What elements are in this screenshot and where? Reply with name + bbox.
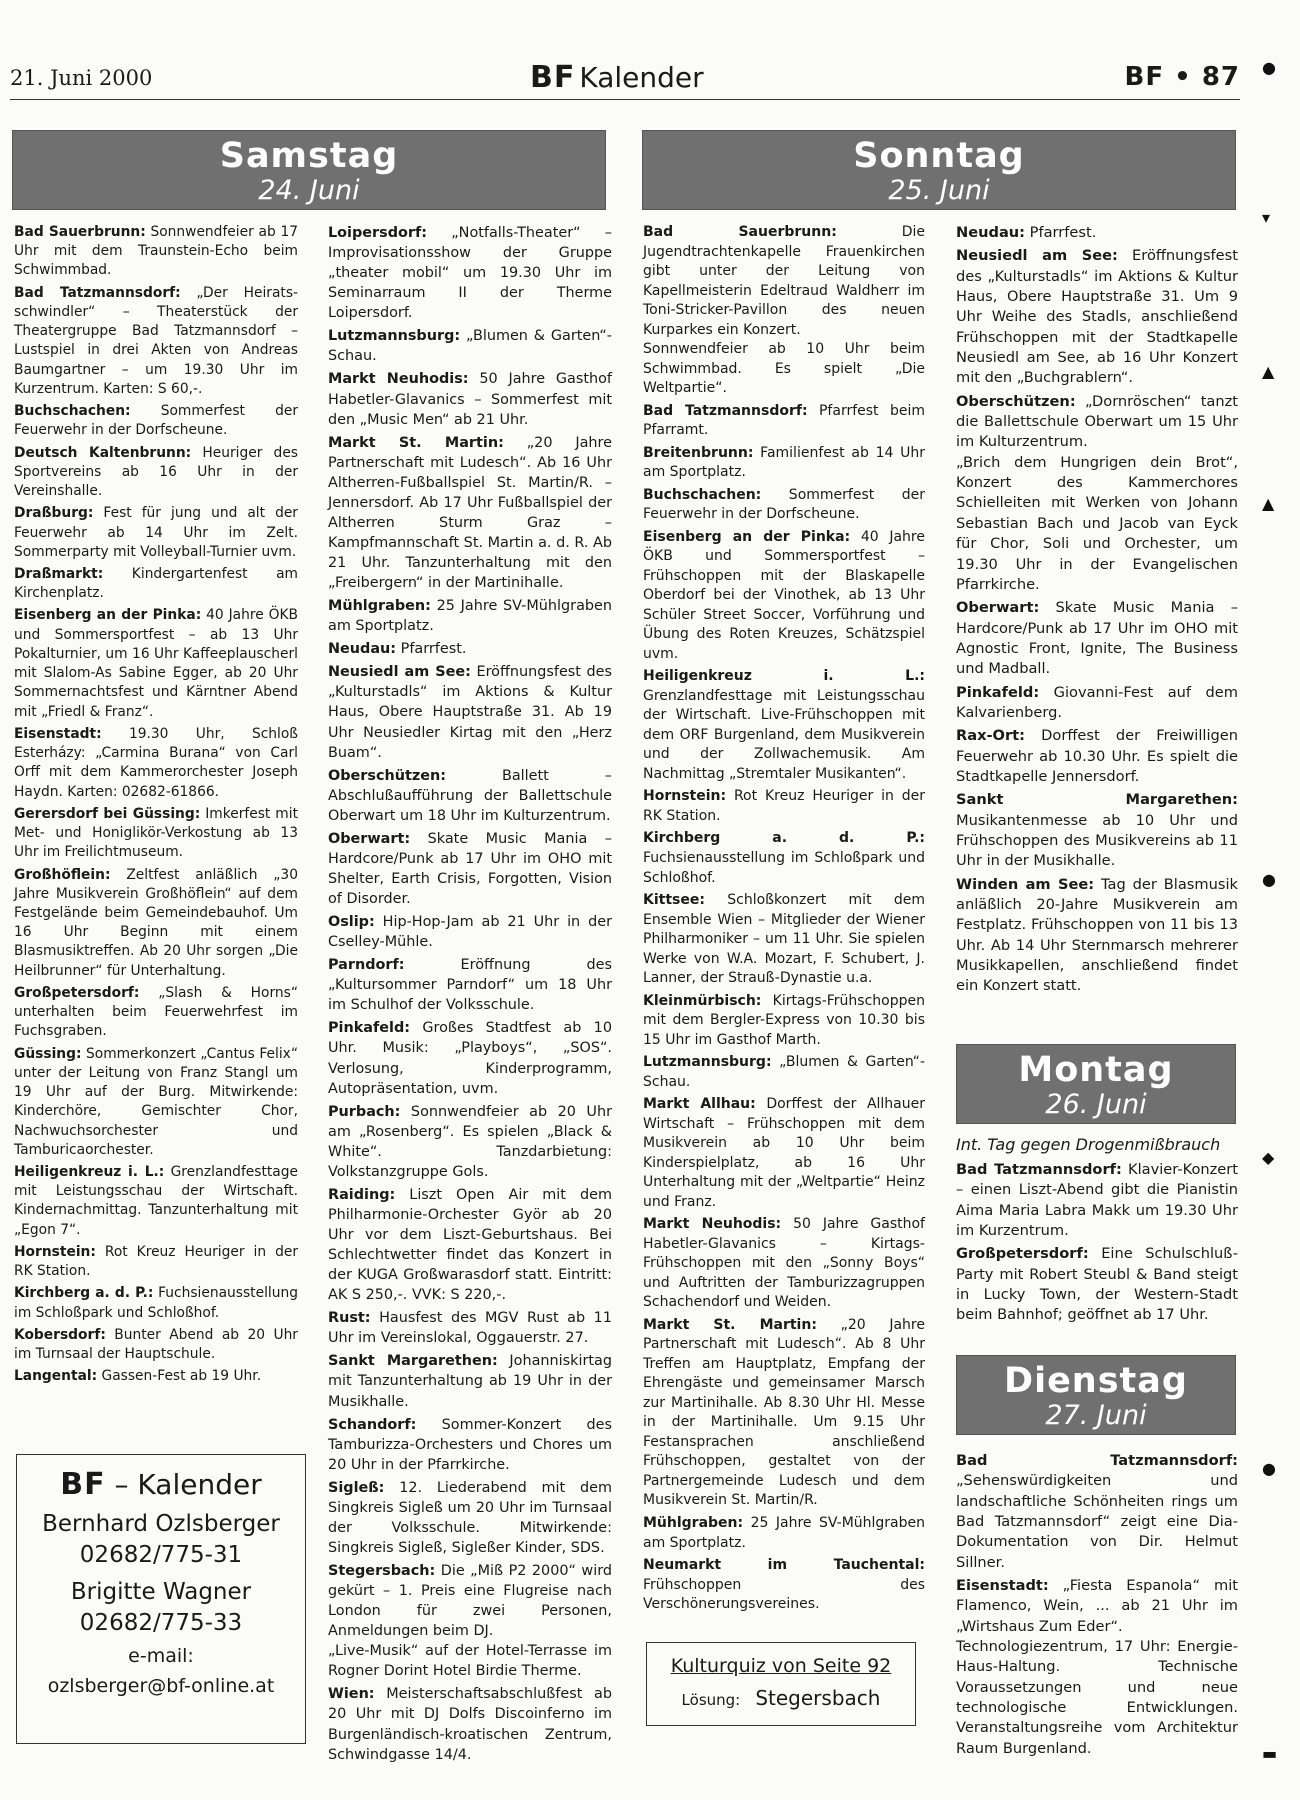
event-text: „Dornröschen“ tanzt die Ballettschule Oberwart um 15 Uhr im Kulturzentrum.: [956, 392, 1238, 451]
event-entry: [328, 1478, 612, 1558]
section-title: BF Kalender: [530, 60, 704, 95]
montag-section: [956, 1134, 1238, 1326]
event-place: Sigleß:: [328, 1479, 385, 1496]
event-place: Pinkafeld:: [328, 1020, 411, 1037]
event-text: Skate Music Mania – Hardcore/Punk ab 17 Uhr im OHO mit Agnostic Front, Ignite, The Business und Madball.: [956, 599, 1238, 678]
event-place: Neusiedl am See:: [328, 664, 471, 681]
event-entry: [328, 662, 612, 762]
event-text: Johanniskirtag mit Tanzunterhaltung ab 19 Uhr in der Musikhalle.: [328, 1353, 612, 1410]
event-place: Kirchberg a. d. P.:: [643, 830, 925, 847]
event-entry: [643, 1053, 925, 1092]
event-entry: [14, 504, 298, 562]
event-entry: [956, 223, 1238, 243]
event-place: Sankt Margarethen:: [328, 1353, 498, 1370]
event-entry: [643, 667, 925, 784]
page-number: BF • 87: [1124, 62, 1240, 92]
event-text: Fuchsienausstellung im Schloßpark und Schloßhof.: [14, 1285, 298, 1321]
event-place: Neusiedl am See:: [956, 247, 1118, 265]
event-text: Sonnwendfeier ab 20 Uhr am „Rosenberg“. Es spielen „Black & White“. Tanzdarbietung: Volkstanzgruppe Gols.: [328, 1103, 612, 1180]
event-place: Buchschachen:: [643, 486, 762, 503]
contact-phone: 02682/775-33: [79, 1610, 243, 1636]
event-text: „Der Heiratsschwindler“ – Theaterstück der Theatergruppe Bad Tatzmannsdorf – Lustspiel in drei Akten von Andreas Baumgartner – um 19.30 Uhr im Kurzentrum. Karten: S 60,-.: [14, 284, 298, 397]
event-text: „Blumen & Garten“-Schau.: [643, 1054, 925, 1090]
event-entry: [328, 1102, 612, 1182]
event-text: Eröffnungsfest des „Kulturstadls“ im Aktions & Kultur Haus, Obere Hauptstraße 31. Um 9 Uhr Weihe des Stadls, anschließend Frühschoppen mit der Stadtkapelle Neusiedl am See, ab 16 Uhr Konzert mit den „Buchgrablern“.: [956, 247, 1238, 387]
event-text: Bunter Abend ab 20 Uhr im Turnsaal der Hauptschule.: [14, 1326, 298, 1363]
event-entry: [328, 1561, 612, 1641]
column-sonntag-2: [956, 220, 1238, 997]
event-text: Eröffnungsfest des „Kulturstadls“ im Aktions & Kultur Haus, Obere Hauptstraße 31. Ab 19 Uhr Neusiedler Kirtag mit den „Herz Buam“.: [328, 664, 612, 761]
event-text: Hip-Hop-Jam ab 21 Uhr in der Cselley-Mühle.: [328, 914, 612, 951]
event-place: Breitenbrunn:: [643, 444, 754, 461]
event-text: 12. Liederabend mit dem Singkreis Sigleß um 20 Uhr im Turnsaal der Volksschule. Mitwirkende: Singkreis Sigleß, Sigleßer Kinder, SDS.: [328, 1479, 612, 1556]
event-text: „Blumen & Garten“-Schau.: [328, 328, 612, 365]
event-place: Eisenberg an der Pinka:: [14, 607, 202, 624]
event-entry: [643, 1215, 925, 1313]
weekday-label: Montag: [1018, 1050, 1174, 1090]
event-place: Deutsch Kaltenbrunn:: [14, 444, 192, 461]
event-place: Markt Neuhodis:: [328, 371, 469, 388]
event-text: Eröffnung des „Kultursommer Parndorf“ um 18 Uhr im Schulhof der Volksschule.: [328, 957, 612, 1014]
event-place: Heiligenkreuz i. L.:: [643, 668, 925, 685]
event-place: Draßmarkt:: [14, 565, 104, 582]
event-entry: [14, 223, 298, 281]
date-label: 24. Juni: [258, 175, 360, 206]
event-place: Mühlgraben:: [328, 598, 431, 615]
weekday-label: Sonntag: [853, 136, 1025, 176]
event-entry: [956, 392, 1238, 453]
event-entry: [643, 1514, 925, 1553]
event-place: Langental:: [14, 1368, 98, 1385]
event-text: Grenzlandfesttage mit Leistungsschau der Wirtschaft. Live-Frühschoppen mit dem ORF Burgenland, dem Musikverein und der Zollwachemusik. Am Nachmittag „Stremtaler Musikanten“.: [643, 687, 925, 782]
event-entry: [328, 912, 612, 952]
event-entry: [14, 1284, 298, 1322]
event-text: Familienfest ab 14 Uhr am Sportplatz.: [643, 444, 925, 481]
event-text: Kirtags-Frühschoppen mit dem Bergler-Express von 10.30 bis 15 Uhr im Gasthof Marth.: [643, 992, 925, 1048]
event-place: Oberschützen:: [956, 392, 1076, 410]
event-entry: [956, 726, 1238, 787]
event-text: „Sehenswürdigkeiten und landschaftliche Schönheiten rings um Bad Tatzmannsdorf“ zeigt eine Dia-Dokumentation von Dir. Helmut Sillner.: [956, 1472, 1238, 1571]
event-place: Bad Tatzmannsdorf:: [956, 1161, 1122, 1178]
contact-phone: 02682/775-31: [79, 1542, 243, 1568]
event-text: Sommerkonzert „Cantus Felix“ unter der Leitung von Franz Stangl um 19 Uhr auf der Burg. Mitwirkende: Kinderchöre, Gemischter Chor, Nachwuchsorchester und Tamburicaorchester.: [14, 1045, 298, 1158]
event-entry: [328, 1018, 612, 1098]
event-place: Schandorf:: [328, 1416, 417, 1433]
event-text: Musikantenmesse ab 10 Uhr und Frühschoppen des Musikvereins ab 11 Uhr in der Musikhalle.: [956, 811, 1238, 870]
event-entry: [956, 1451, 1238, 1573]
event-place: Oberschützen:: [328, 767, 446, 784]
event-entry: [643, 444, 925, 483]
event-place: Heiligenkreuz i. L.:: [14, 1164, 165, 1181]
event-entry: [643, 992, 925, 1051]
contact-box-title: BF – Kalender: [60, 1467, 262, 1502]
event-text: Die Jugendtrachtenkapelle Frauenkirchen gibt unter der Leitung von Kapellmeisterin Edeltraud Waldherr im Toni-Stricker-Pavillon des neuen Kurparkes ein Konzert.: [643, 224, 925, 338]
event-text: 40 Jahre ÖKB und Sommersportfest – ab 13 Uhr Pokalturnier, um 16 Uhr Kaffeeplauscherl mit Slalom-As Sabine Egger, ab 20 Uhr Sommernachtsfest und Kärntner Abend mit „Friedl & Franz“.: [14, 607, 298, 720]
weekday-label: Dienstag: [1004, 1361, 1188, 1401]
banner-sonntag: [642, 130, 1236, 210]
event-place: Raiding:: [328, 1186, 396, 1203]
event-place: Bad Sauerbrunn:: [643, 224, 837, 240]
event-entry: [956, 1244, 1238, 1325]
event-entry: [328, 766, 612, 826]
event-text: Tag der Blasmusik anläßlich 20-Jahre Musikverein am Festplatz. Frühschoppen von 11 bis 13 Uhr. Ab 14 Uhr Sternmarsch mehrerer Musikkapellen, anschließend findet ein Konzert statt.: [956, 875, 1238, 995]
event-entry: [643, 1556, 925, 1615]
event-place: Neudau:: [956, 224, 1026, 241]
event-place: Kittsee:: [643, 892, 705, 909]
event-text: Sonnwendfeier ab 10 Uhr beim Schwimmbad. Es spielt „Die Weltpartie“.: [643, 341, 925, 397]
event-entry: [956, 790, 1238, 871]
event-place: Winden am See:: [956, 875, 1095, 893]
event-place: Markt St. Martin:: [643, 1316, 817, 1333]
event-text: Liszt Open Air mit dem Philharmonie-Orchester Györ ab 20 Uhr vor dem Liszt-Geburtshaus. Bei Schlechtwetter findet das Konzert in der KUGA Großwarasdorf statt. Eintritt: AK S 250,-. VVK: S 220,-.: [328, 1186, 612, 1304]
contact-name: Bernhard Ozlsberger: [42, 1511, 280, 1537]
quiz-title: Kulturquiz von Seite 92: [670, 1655, 892, 1677]
banner-montag: [956, 1044, 1236, 1124]
event-place: Mühlgraben:: [643, 1515, 744, 1531]
event-entry: [14, 565, 298, 603]
event-entry: [14, 725, 298, 802]
event-text: Pfarrfest.: [396, 641, 467, 658]
event-text: „20 Jahre Partnerschaft mit Ludesch“. Ab 8 Uhr Treffen am Hauptplatz, Empfang der Ehrengäste und gemeinsamer Marsch zur Martinihalle. Ab 8.30 Uhr Hl. Messe in der Martinihalle. Um 9.15 Uhr Festansprachen anschließend Frühschoppen, gestaltet von der Partnergemeinde Ludesch und dem Musikverein St. Martin/R.: [643, 1316, 925, 1509]
event-place: Draßburg:: [14, 505, 94, 522]
event-entry: [956, 1576, 1238, 1637]
margin-mark-icon: ▲: [1262, 362, 1275, 381]
event-text: „Live-Musik“ auf der Hotel-Terrasse im Rogner Dorint Hotel Birdie Therme.: [328, 1643, 612, 1680]
event-entry: [956, 1637, 1238, 1759]
event-entry: [328, 433, 612, 594]
event-entry: [14, 1243, 298, 1281]
event-entry: [328, 955, 612, 1015]
event-place: Markt Neuhodis:: [643, 1216, 782, 1233]
quiz-solution-value: Stegersbach: [755, 1686, 881, 1710]
event-text: Zeltfest anläßlich „30 Jahre Musikverein Großhöflein“ auf dem Festgelände beim Gemeindebauhof. Um 16 Uhr Beginn mit einem Blasmusiktreffen. Ab 20 Uhr sorgen „Die Heilbrunner“ für Unterhaltung.: [14, 866, 298, 979]
event-place: Kobersdorf:: [14, 1326, 106, 1343]
event-entry: [328, 596, 612, 636]
event-place: Neudau:: [328, 641, 397, 658]
event-text: Kindergartenfest am Kirchenplatz.: [14, 565, 298, 602]
event-entry: [956, 453, 1238, 595]
event-place: Großpetersdorf:: [956, 1245, 1089, 1263]
column-sonntag-1: [643, 220, 925, 1615]
event-place: Güssing:: [14, 1045, 82, 1062]
margin-mark-icon: ●: [1262, 58, 1276, 77]
event-text: Pfarrfest beim Pfarramt.: [643, 402, 925, 439]
event-place: Purbach:: [328, 1103, 401, 1120]
event-place: Loipersdorf:: [328, 225, 428, 241]
event-place: Rust:: [328, 1310, 371, 1327]
event-place: Gerersdorf bei Güssing:: [14, 805, 201, 822]
event-entry: [14, 606, 298, 721]
event-place: Lutzmannsburg:: [643, 1054, 772, 1071]
event-entry: [328, 1415, 612, 1475]
event-text: Dorffest der Freiwilligen Feuerwehr ab 10.30 Uhr. Es spielt die Stadtkapelle Jennersdorf.: [956, 727, 1238, 785]
event-entry: [14, 1326, 298, 1364]
event-entry: [328, 326, 612, 366]
event-place: Hornstein:: [14, 1243, 96, 1260]
event-entry: [14, 1045, 298, 1160]
event-place: Eisenstadt:: [956, 1577, 1049, 1595]
margin-mark-icon: ▾: [1262, 208, 1271, 227]
banner-dienstag: [956, 1355, 1236, 1435]
event-place: Buchschachen:: [14, 403, 131, 420]
event-place: Lutzmannsburg:: [328, 328, 461, 345]
event-entry: [328, 639, 612, 659]
event-text: 50 Jahre Gasthof Habetler-Glavanics – Kirtags-Frühschoppen mit den „Sonny Boys“ und Auftritten der Tamburizzagruppen Schachendorf und Weiden.: [643, 1216, 925, 1311]
event-entry: [14, 284, 298, 399]
event-text: 40 Jahre ÖKB und Sommersportfest – Frühschoppen mit der Blaskapelle Oberdorf bei der Vinothek, ab 13 Uhr Schüler Street Soccer, Vorführung und Übung des Roten Kreuzes, Schätzspiel uvm.: [643, 528, 925, 662]
event-place: Markt St. Martin:: [328, 434, 504, 451]
event-text: 50 Jahre Gasthof Habetler-Glavanics – Sommerfest mit den „Music Men“ ab 21 Uhr.: [328, 371, 612, 428]
event-text: Sommerfest der Feuerwehr in der Dorfscheune.: [643, 486, 925, 523]
date-label: 27. Juni: [1045, 1400, 1147, 1431]
event-entry: [956, 598, 1238, 679]
banner-samstag: [12, 130, 606, 210]
event-place: Großhöflein:: [14, 866, 111, 883]
event-text: Rot Kreuz Heuriger in der RK Station.: [14, 1243, 298, 1280]
event-entry: [14, 1163, 298, 1240]
event-place: Eisenberg an der Pinka:: [643, 528, 851, 545]
event-entry: [643, 486, 925, 525]
event-entry: [643, 787, 925, 826]
margin-mark-icon: ▲: [1262, 494, 1275, 513]
event-text: Gassen-Fest ab 19 Uhr.: [97, 1368, 262, 1385]
event-entry: [956, 875, 1238, 997]
event-text: Hausfest des MGV Rust ab 11 Uhr im Vereinslokal, Oggauerstr. 27.: [328, 1310, 612, 1347]
margin-mark-icon: ◆: [1262, 1148, 1275, 1167]
event-entry: [328, 1641, 612, 1681]
event-text: „Notfalls-Theater“ – Improvisationsshow der Gruppe „theater mobil“ um 19.30 Uhr im Seminarraum II der Therme Loipersdorf.: [328, 225, 612, 322]
event-entry: [643, 223, 925, 340]
event-place: Kirchberg a. d. P.:: [14, 1285, 154, 1302]
event-place: Sankt Margarethen:: [956, 791, 1238, 809]
event-entry: [328, 1351, 612, 1411]
event-text: Fest für jung und alt der Feuerwehr ab 14 Uhr im Zelt. Sommerparty mit Volleyball-Turnier uvm.: [14, 505, 298, 560]
column-dienstag: [956, 1448, 1238, 1759]
event-entry: [643, 891, 925, 989]
event-text: Die „Miß P2 2000“ wird gekürt – 1. Preis eine Flugreise nach London für zwei Personen, Anmeldungen beim DJ.: [328, 1563, 612, 1640]
event-text: Pfarrfest.: [1025, 224, 1097, 241]
event-text: Sommerfest der Feuerwehr in der Dorfscheune.: [14, 403, 298, 439]
event-text: Ballett – Abschlußaufführung der Ballettschule Oberwart um 18 Uhr im Kulturzentrum.: [328, 767, 612, 824]
event-text: 25 Jahre SV-Mühlgraben am Sportplatz.: [643, 1515, 925, 1551]
date-label: 26. Juni: [1045, 1089, 1147, 1120]
event-entry: [14, 984, 298, 1042]
event-text: „Slash & Horns“ unterhalten beim Feuerwehrfest im Fuchsgraben.: [14, 984, 298, 1040]
event-place: Oberwart:: [328, 830, 411, 847]
email-label: e-mail:: [128, 1645, 194, 1667]
event-place: Bad Tatzmannsdorf:: [956, 1452, 1238, 1469]
event-entry: [956, 246, 1238, 388]
event-entry: [643, 829, 925, 888]
event-entry: [328, 829, 612, 909]
event-text: Sommer-Konzert des Tamburizza-Orchesters und Chores um 20 Uhr in der Pfarrkirche.: [328, 1416, 612, 1473]
event-entry: [328, 1185, 612, 1305]
event-place: Eisenstadt:: [14, 725, 102, 742]
event-text: Grenzlandfesttage mit Leistungsschau der Wirtschaft. Kindernachmittag. Tanzunterhaltung mit „Egon 7“.: [14, 1164, 298, 1238]
event-entry: [14, 1367, 298, 1386]
event-place: Pinkafeld:: [956, 683, 1040, 701]
contact-box: [16, 1454, 306, 1744]
event-text: Rot Kreuz Heuriger in der RK Station.: [643, 788, 925, 824]
event-text: Eine Schulschluß-Party mit Robert Steubl & Band steigt in Lucky Town, der Western-Stadt beim Bahnhof; geöffnet ab 17 Uhr.: [956, 1245, 1238, 1324]
event-place: Bad Tatzmannsdorf:: [643, 402, 808, 419]
event-entry: [14, 805, 298, 863]
weekday-label: Samstag: [219, 136, 399, 176]
event-text: Sonnwendfeier ab 17 Uhr mit dem Traunstein-Echo beim Schwimmbad.: [14, 224, 298, 279]
event-entry: [643, 402, 925, 441]
event-place: Rax-Ort:: [956, 727, 1025, 745]
column-samstag-2: [328, 220, 612, 1765]
event-place: Stegersbach:: [328, 1563, 436, 1579]
event-text: Skate Music Mania – Hardcore/Punk ab 17 Uhr im OHO mit Shelter, Earth Crisis, Forgotten, Vision of Disorder.: [328, 830, 612, 907]
date-label: 25. Juni: [888, 175, 990, 206]
event-entry: [956, 683, 1238, 724]
event-entry: [956, 1160, 1238, 1241]
event-entry: [328, 1308, 612, 1348]
event-entry: [14, 866, 298, 981]
montag-note: Int. Tag gegen Drogenmißbrauch: [956, 1135, 1221, 1154]
event-place: Parndorf:: [328, 957, 405, 974]
contact-name: Brigitte Wagner: [70, 1579, 252, 1605]
event-text: Meisterschaftsabschlußfest ab 20 Uhr mit DJ Dolfs Discoinferno im Burgenländisch-kroatischen Zentrum, Schwindgasse 14/4.: [328, 1686, 612, 1763]
column-montag: [956, 1160, 1238, 1326]
event-place: Oberwart:: [956, 599, 1040, 617]
email-link[interactable]: ozlsberger@bf-online.at: [47, 1675, 275, 1697]
event-text: Giovanni-Fest auf dem Kalvarienberg.: [956, 683, 1238, 721]
event-text: Fuchsienausstellung im Schloßpark und Schloßhof.: [643, 849, 925, 886]
quiz-solution-label: Lösung:: [681, 1691, 741, 1709]
brand-logo: BF: [530, 60, 576, 95]
event-entry: [643, 1095, 925, 1212]
event-place: Bad Sauerbrunn:: [14, 224, 146, 240]
margin-mark-icon: ●: [1262, 870, 1276, 889]
event-text: Frühschoppen des Verschönerungsvereines.: [643, 1576, 925, 1613]
event-text: „20 Jahre Partnerschaft mit Ludesch“. Ab 16 Uhr Altherren-Fußballspiel St. Martin/R. – Jennersdorf. Ab 17 Uhr Fußballspiel der Altherren Sturm Graz – Kampfmannschaft St. Martin a. d. R. Ab 21 Uhr. Tanzunterhaltung mit den „Freibergern“ in der Martinihalle.: [328, 434, 612, 592]
event-place: Wien:: [328, 1686, 375, 1703]
event-place: Neumarkt im Tauchental:: [643, 1557, 925, 1574]
event-text: Klavier-Konzert – einen Liszt-Abend gibt die Pianistin Aima Maria Labra Makk um 19.30 Uhr im Kurzentrum.: [956, 1161, 1239, 1240]
event-text: Technologiezentrum, 17 Uhr: Energie-Haus-Haltung. Technische Voraussetzungen und neue technologische Entwicklungen. Veranstaltungsreihe vom Architektur Raum Burgenland.: [956, 1638, 1238, 1757]
event-text: Großes Stadtfest ab 10 Uhr. Musik: „Playboys“, „SOS“. Verlosung, Kinderprogramm, Autopräsentation, uvm.: [328, 1020, 612, 1097]
margin-mark-icon: ▬: [1262, 1744, 1278, 1763]
event-text: „Fiesta Espanola“ mit Flamenco, Wein, ... ab 21 Uhr im „Wirtshaus Zum Eder“.: [956, 1577, 1238, 1635]
event-text: Imkerfest mit Met- und Honiglikör-Verkostung ab 13 Uhr im Freilichtmuseum.: [14, 805, 298, 861]
event-text: „Brich dem Hungrigen dein Brot“, Konzert des Kammerchores Schielleiten mit Werken von Johann Sebastian Bach und Jacob van Eyck für Chor, Soli und Orchester, um 19.30 Uhr in der Evangelischen Pfarrkirche.: [956, 453, 1238, 593]
quiz-box: [646, 1642, 916, 1726]
quiz-solution: [647, 1685, 915, 1713]
event-entry: [643, 340, 925, 399]
event-entry: [643, 1316, 925, 1511]
page-header: [10, 60, 1240, 100]
issue-date: 21. Juni 2000: [10, 66, 153, 90]
event-entry: [328, 223, 612, 323]
event-text: 25 Jahre SV-Mühlgraben am Sportplatz.: [328, 598, 612, 635]
margin-mark-icon: ●: [1262, 1459, 1276, 1478]
event-text: Dorffest der Allhauer Wirtschaft – Frühschoppen mit dem Musikverein ab 10 Uhr beim Kinderspielplatz, ab 16 Uhr Unterhaltung mit der „Weltpartie“ Heinz und Franz.: [643, 1096, 925, 1210]
event-entry: [14, 402, 298, 440]
event-place: Oslip:: [328, 914, 375, 931]
event-place: Hornstein:: [643, 788, 727, 805]
event-place: Markt Allhau:: [643, 1096, 756, 1113]
event-place: Bad Tatzmannsdorf:: [14, 284, 181, 301]
event-text: 19.30 Uhr, Schloß Esterházy: „Carmina Burana“ von Carl Orff mit dem Kammerorchester Joseph Haydn. Karten: 02682-61866.: [14, 725, 298, 800]
event-entry: [14, 444, 298, 502]
column-samstag-1: [14, 220, 298, 1387]
event-place: Kleinmürbisch:: [643, 992, 762, 1009]
event-text: Heuriger des Sportvereins ab 16 Uhr in der Vereinshalle.: [14, 444, 298, 500]
event-entry: [328, 369, 612, 429]
event-entry: [643, 528, 925, 665]
event-text: Schloßkonzert mit dem Ensemble Wien – Mitglieder der Wiener Philharmoniker – um 11 Uhr. Sie spielen Werke von W.A. Mozart, F. Schubert, J. Lanner, der Strauß-Dynastie u.a.: [643, 892, 925, 987]
event-entry: [328, 1684, 612, 1764]
event-place: Großpetersdorf:: [14, 984, 140, 1001]
